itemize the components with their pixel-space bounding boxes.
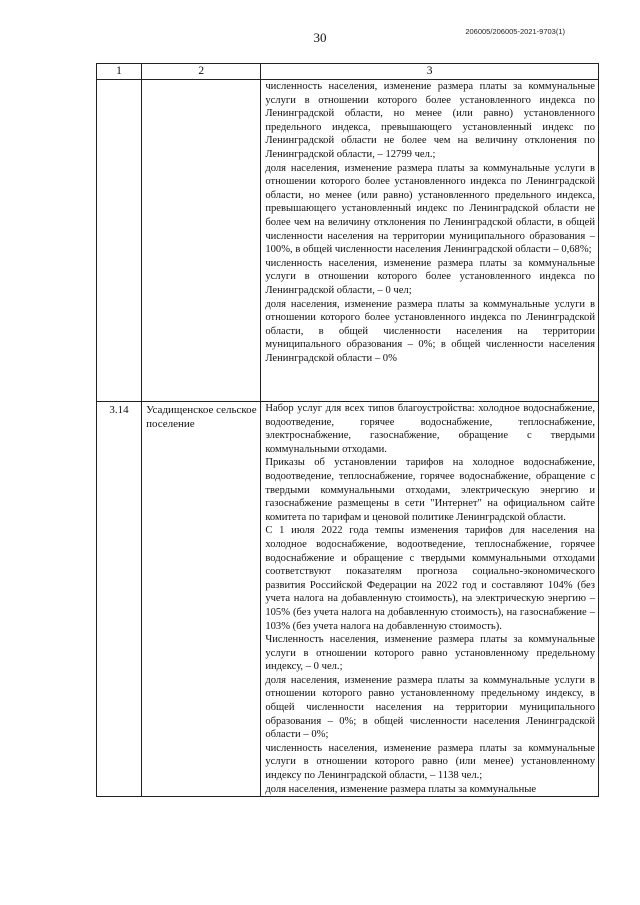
row-name-cell xyxy=(142,80,261,402)
content-table xyxy=(96,63,599,797)
row-text-cell xyxy=(261,80,599,402)
paragraph: доля населения, изменение размера платы за коммунальные xyxy=(265,783,537,795)
paragraph: доля населения, изменение размера платы за коммунальные услуги в отношении которого равно установленному предельному индексу, в общей численности населения на территории муниципального образования – 0%; в общей численности населения Ленинградской области – 0%; xyxy=(265,674,595,741)
table-row xyxy=(97,80,599,402)
row-number-cell xyxy=(97,80,142,402)
column-header-3: 3 xyxy=(261,64,599,80)
paragraph: Численность населения, изменение размера платы за коммунальные услуги в отношении которого равно установленному предельному индексу, – 0 чел.; xyxy=(265,634,595,673)
paragraph: доля населения, изменение размера платы за коммунальные услуги в отношении которого более установленного индекса по Ленинградской области, в общей численности населения на территории муниципального образования – 0%; в общей численности населения Ленинградской области – 0% xyxy=(265,298,595,364)
column-header-2: 2 xyxy=(142,64,261,80)
paragraph: Приказы об установлении тарифов на холодное водоснабжение, водоотведение, теплоснабжение, горячее водоснабжение, обращение с твердыми коммунальными отходами, электрическую энергию и газоснабжение размещены в сети "Интернет" на официальном сайте комитета по тарифам и ценовой политике Ленинградской области. xyxy=(265,457,595,523)
paragraph: численность населения, изменение размера платы за коммунальные услуги в отношении которого более установленного индекса по Ленинградской области, – 0 чел; xyxy=(265,257,595,296)
table-row xyxy=(97,402,599,797)
page-number: 30 xyxy=(313,30,327,45)
paragraph: доля населения, изменение размера платы за коммунальные услуги в отношении которого более установленного индекса по Ленинградской области, но менее (или равно) установленного предельного индекса, превышающего установленный индекс по Ленинградской области не более чем на величину отклонения по Ленинградской области, в общей численности населения на территории муниципального образования – 100%, в общей численности населения Ленинградской области – 0,68%; xyxy=(265,162,595,256)
paragraph: численность населения, изменение размера платы за коммунальные услуги в отношении которого равно (или менее) установленному индексу по Ленинградской области, – 1138 чел.; xyxy=(265,742,595,782)
row-name-cell: Усадищенское сельское поселение xyxy=(142,402,261,797)
paragraph: численность населения, изменение размера платы за коммунальные услуги в отношении которого более установленного индекса по Ленинградской области, но менее (или равно) установленного предельного индекса, превышающего установленный индекс по Ленинградской области не более чем на величину отклонения по Ленинградской области, – 12799 чел.; xyxy=(265,81,595,160)
table-header-row xyxy=(97,64,599,80)
paragraph: С 1 июля 2022 года темпы изменения тарифов для населения на холодное водоснабжение, водоотведение, теплоснабжение, горячее водоснабжение и обращение с твердыми коммунальными отходами соответствуют показателям прогноза социально-экономического развития Российской Федерации на 2022 год и составляют 104% (без учета налога на добавленную стоимость), на электрическую энергию – 105% (без учета налога на добавленную стоимость), на газоснабжение – 103% (без учета налога на добавленную стоимость). xyxy=(265,525,595,632)
row-number-cell: 3.14 xyxy=(97,402,142,797)
row-text-cell xyxy=(261,402,599,797)
column-header-1: 1 xyxy=(97,64,142,80)
paragraph: Набор услуг для всех типов благоустройства: холодное водоснабжение, водоотведение, горячее водоснабжение, теплоснабжение, электроснабжение, газоснабжение, обращение с твердыми коммунальными отходами. xyxy=(265,403,595,455)
document-id: 206005/206005-2021-9703(1) xyxy=(465,27,565,36)
